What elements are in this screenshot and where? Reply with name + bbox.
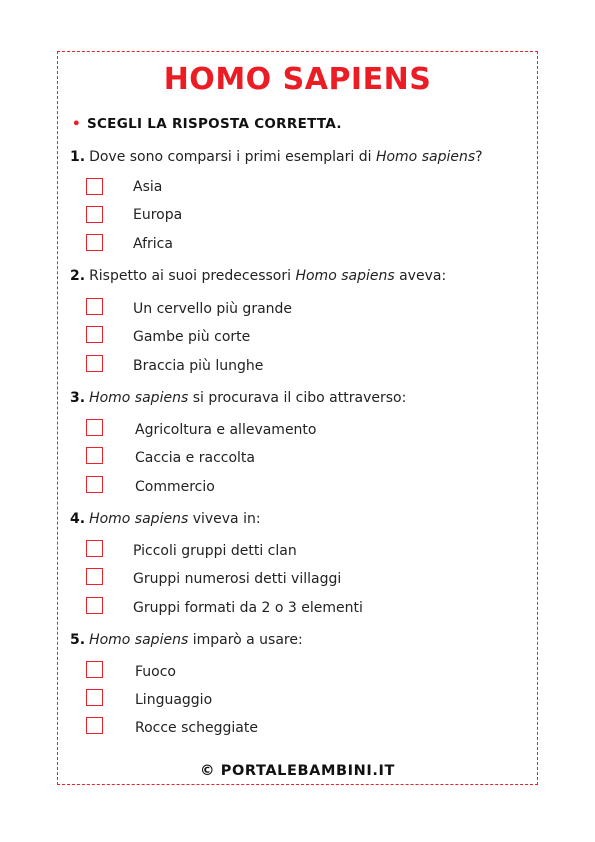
option-5-2 [0,689,595,709]
question-italic: Homo sapiens [89,632,189,648]
question-text-after: aveva: [394,268,447,284]
option-label: Agricoltura e allevamento [135,422,317,438]
question-number: 1. [70,149,86,165]
checkbox[interactable] [86,178,103,195]
option-4-1 [0,540,595,560]
question-italic: Homo sapiens [89,511,189,527]
option-4-2 [0,568,595,588]
question-text-before: Dove sono comparsi i primi esemplari di [89,149,376,165]
option-label: Commercio [135,479,215,495]
checkbox[interactable] [86,568,103,585]
question-3 [70,390,406,406]
option-1-3 [0,234,595,254]
option-3-1 [0,419,595,439]
option-label: Europa [133,207,183,223]
instruction-text: SCEGLI LA RISPOSTA CORRETTA. [86,116,342,132]
checkbox[interactable] [86,540,103,557]
question-4 [70,511,261,527]
question-number: 4. [70,511,86,527]
question-italic: Homo sapiens [295,268,395,284]
question-number: 2. [70,268,86,284]
checkbox[interactable] [86,355,103,372]
option-label: Gambe più corte [133,329,251,345]
option-4-3 [0,597,595,617]
option-5-1 [0,661,595,681]
question-italic: Homo sapiens [375,149,476,165]
question-text-before: Rispetto ai suoi predecessori [89,268,296,284]
checkbox[interactable] [86,234,103,251]
checkbox[interactable] [86,717,103,734]
question-text-after: viveva in: [188,511,261,527]
option-label: Gruppi numerosi detti villaggi [133,571,342,587]
option-2-2 [0,326,595,346]
question-number: 5. [70,632,86,648]
page-title: HOMO SAPIENS [163,62,432,97]
instruction [72,116,342,132]
checkbox[interactable] [86,326,103,343]
question-text-after: ? [475,149,483,165]
option-label: Asia [133,179,163,195]
question-text-after: imparò a usare: [188,632,303,648]
option-label: Piccoli gruppi detti clan [133,543,297,559]
option-2-3 [0,355,595,375]
question-number: 3. [70,390,86,406]
checkbox[interactable] [86,206,103,223]
option-2-1 [0,298,595,318]
option-5-3 [0,717,595,737]
option-label: Rocce scheggiate [135,720,258,736]
checkbox[interactable] [86,661,103,678]
checkbox[interactable] [86,689,103,706]
checkbox[interactable] [86,476,103,493]
option-label: Africa [133,236,173,252]
option-label: Un cervello più grande [133,301,293,317]
option-1-2 [0,206,595,226]
question-text-after: si procurava il cibo attraverso: [188,390,407,406]
checkbox[interactable] [86,298,103,315]
option-1-1 [0,178,595,198]
option-label: Braccia più lunghe [133,358,264,374]
checkbox[interactable] [86,597,103,614]
option-label: Fuoco [135,664,176,680]
checkbox[interactable] [86,419,103,436]
instruction-bullet: • [72,116,81,132]
checkbox[interactable] [86,447,103,464]
footer-copyright: © PORTALEBAMBINI.IT [199,763,396,779]
question-2 [70,268,446,284]
question-5 [70,632,303,648]
option-label: Gruppi formati da 2 o 3 elementi [133,600,363,616]
question-italic: Homo sapiens [89,390,189,406]
option-3-2 [0,447,595,467]
option-3-3 [0,476,595,496]
option-label: Caccia e raccolta [135,450,255,466]
question-1 [70,149,483,165]
option-label: Linguaggio [135,692,213,708]
